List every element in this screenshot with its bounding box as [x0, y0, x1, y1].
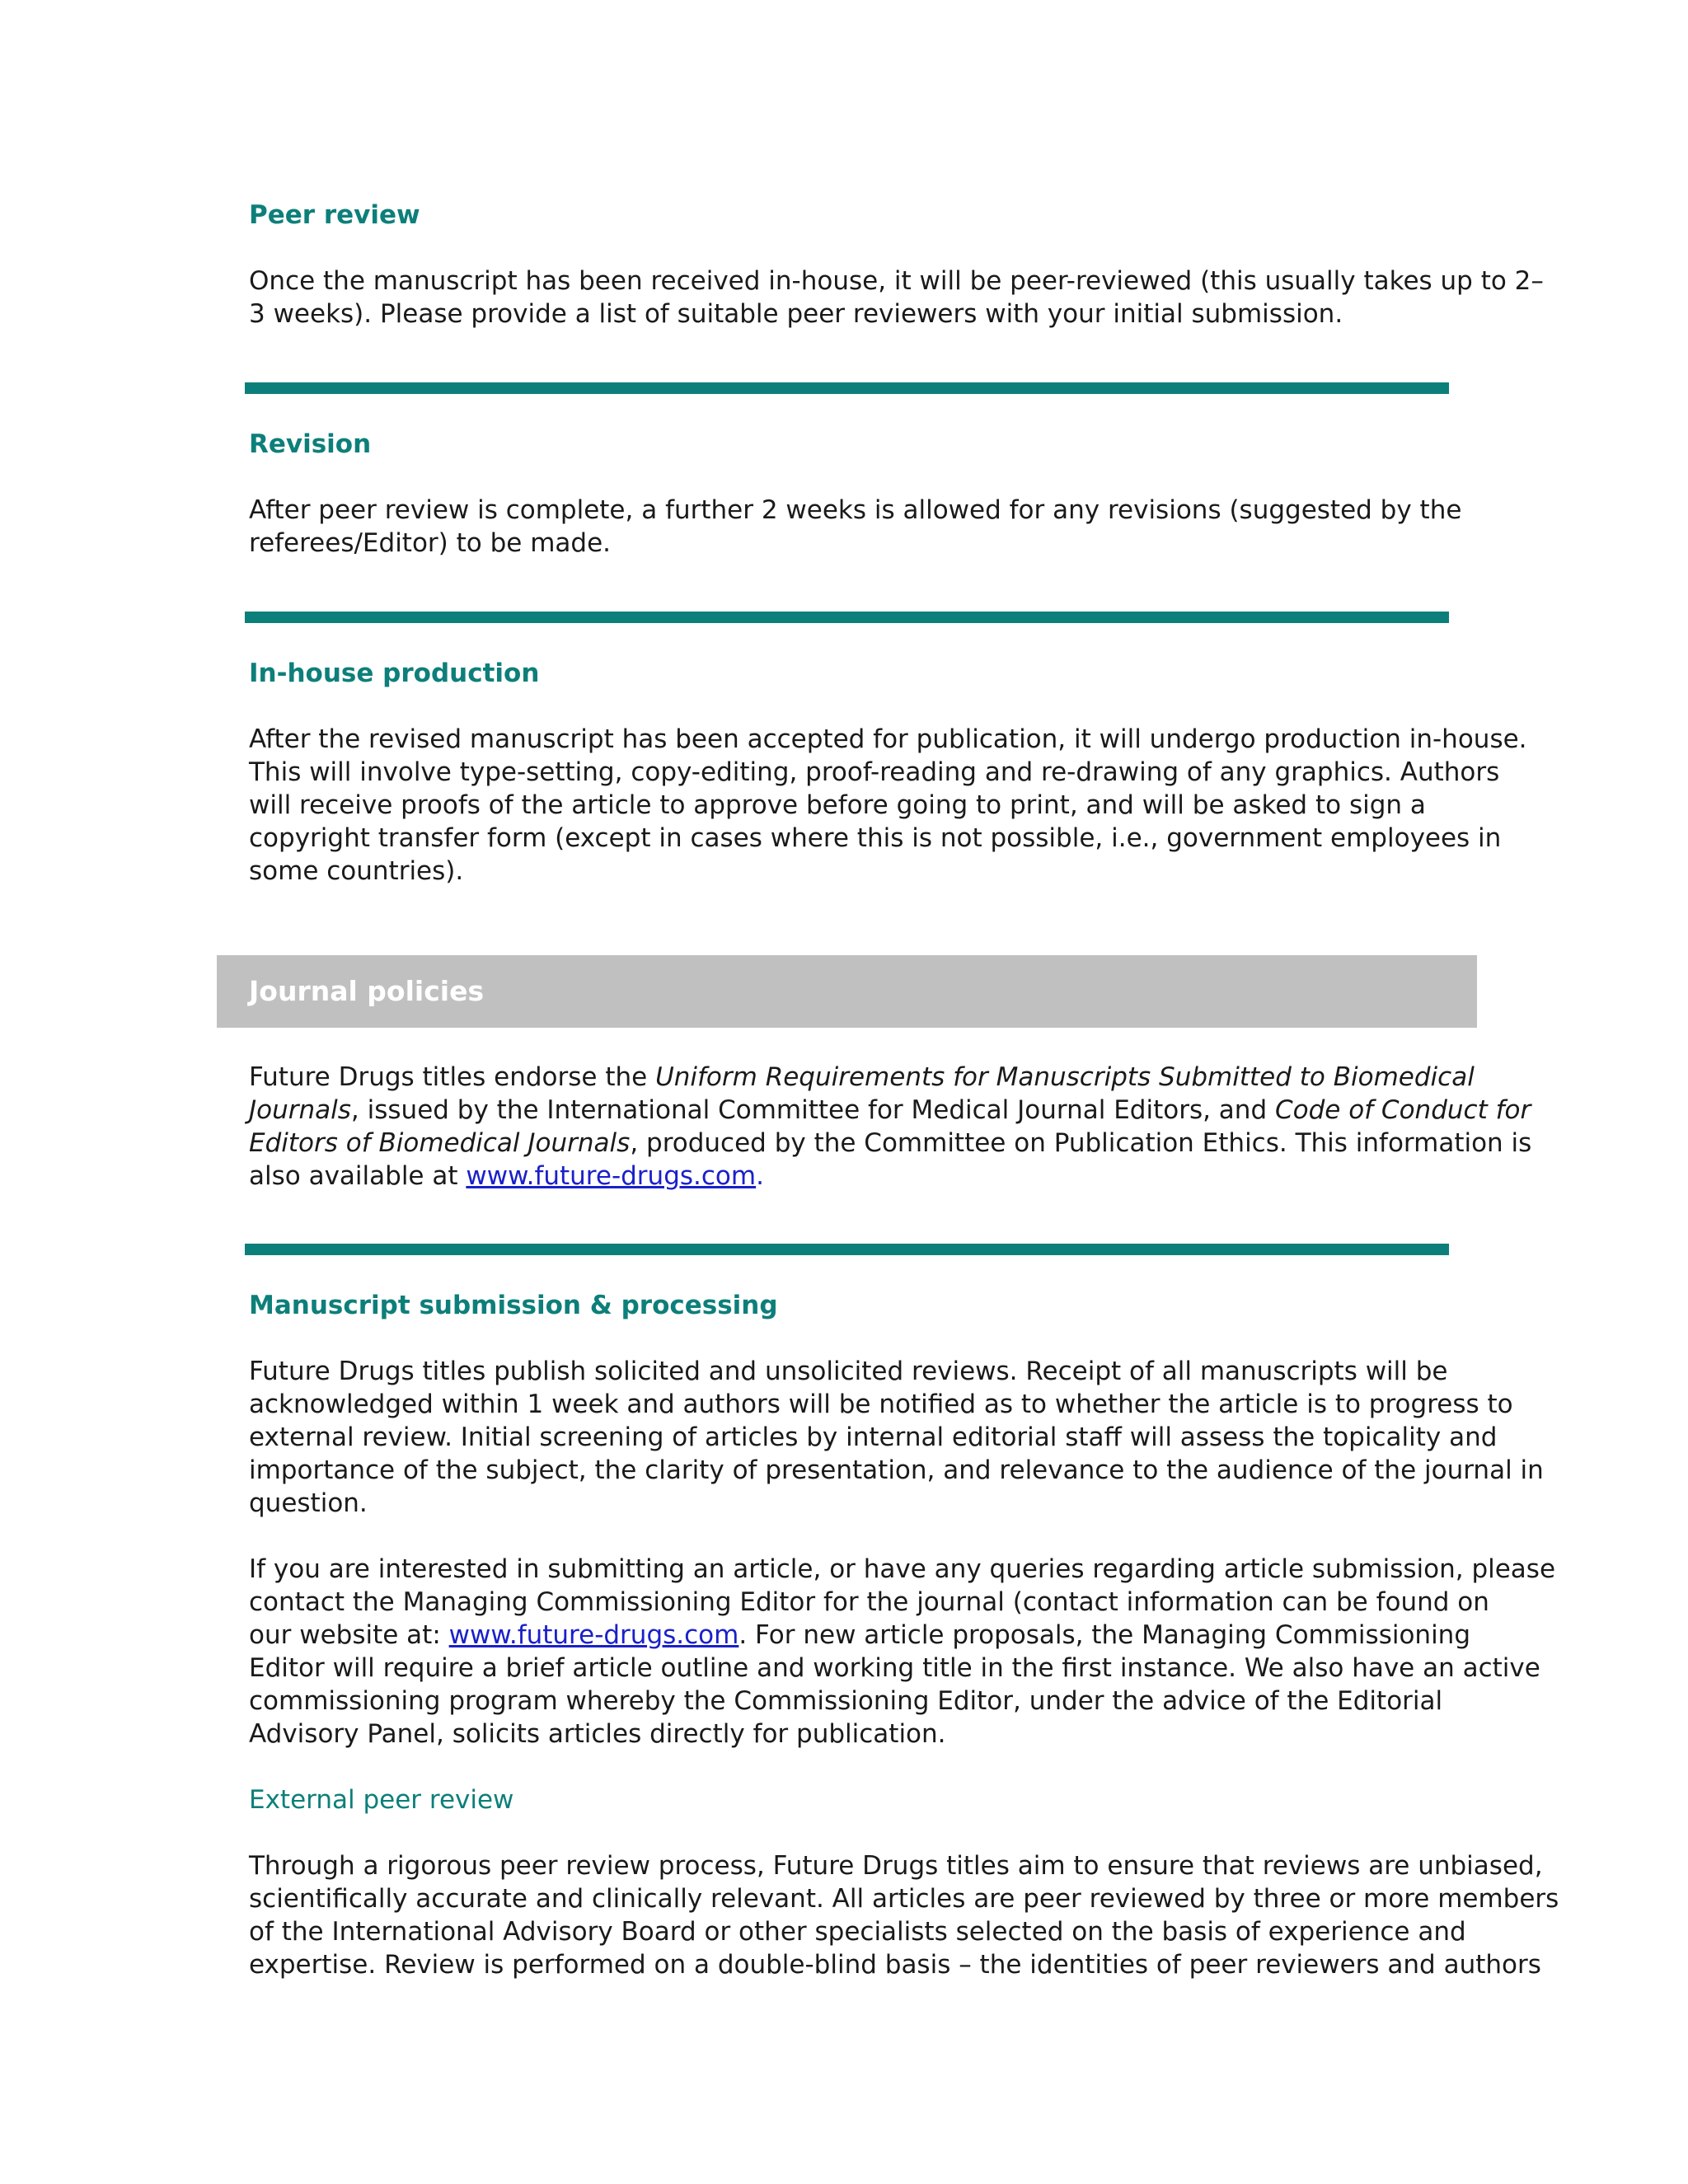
text-run: Future Drugs titles endorse the [249, 1062, 656, 1092]
text-line: Advisory Panel, solicits articles directly for publication. [249, 1719, 946, 1749]
section-divider [245, 382, 1449, 394]
heading-revision: Revision [249, 429, 372, 459]
text-run: , issued by the International Committee for Medical Journal Editors, and [350, 1095, 1275, 1125]
text-run: . [756, 1161, 764, 1191]
heading-peer-review: Peer review [249, 200, 420, 230]
text-line [249, 1160, 1452, 1193]
text-line: of the International Advisory Board or other specialists selected on the basis of experience and [249, 1917, 1466, 1947]
italic-title: Editors of Biomedical Journals [249, 1128, 631, 1158]
italic-title: Code of Conduct for [1274, 1095, 1531, 1125]
text-line [249, 1061, 1475, 1094]
text-run: also available at [249, 1161, 467, 1191]
text-line: question. [249, 1488, 368, 1518]
text-run: our website at: [249, 1620, 449, 1650]
paragraph-manuscript-submission-2 [249, 1553, 1556, 1750]
text-line: acknowledged within 1 week and authors will be notified as to whether the article is to progress to [249, 1390, 1513, 1419]
text-line [249, 1127, 1532, 1160]
section-band-journal-policies [217, 955, 1477, 1028]
italic-title: Uniform Requirements for Manuscripts Submitted to Biomedical [655, 1062, 1475, 1092]
text-line: 3 weeks). Please provide a list of suitable peer reviewers with your initial submission. [249, 299, 1343, 329]
text-run: . For new article proposals, the Managing Commissioning [738, 1620, 1471, 1650]
text-line: After peer review is complete, a further 2 weeks is allowed for any revisions (suggested by the [249, 495, 1462, 525]
text-line: some countries). [249, 856, 464, 886]
text-line: scientifically accurate and clinically relevant. All articles are peer reviewed by three or more members [249, 1884, 1559, 1914]
paragraph-journal-policies [249, 1061, 1532, 1193]
text-run: , produced by the Committee on Publication Ethics. This information is [630, 1128, 1532, 1158]
text-line [249, 1094, 1531, 1127]
band-title: Journal policies [249, 975, 485, 1007]
heading-inhouse-production: In-house production [249, 658, 540, 688]
text-line: expertise. Review is performed on a double-blind basis – the identities of peer reviewers and authors [249, 1950, 1541, 1980]
text-line: Through a rigorous peer review process, Future Drugs titles aim to ensure that reviews are unbiased, [249, 1851, 1543, 1881]
subheading-external-peer-review: External peer review [249, 1785, 514, 1815]
text-line: commissioning program whereby the Commissioning Editor, under the advice of the Editorial [249, 1686, 1443, 1716]
future-drugs-link[interactable]: www.future-drugs.com [448, 1620, 739, 1650]
text-line: Editor will require a brief article outline and working title in the first instance. We also have an active [249, 1653, 1540, 1683]
italic-title: Journals [249, 1095, 351, 1125]
text-line: external review. Initial screening of articles by internal editorial staff will assess the topicality and [249, 1422, 1498, 1452]
text-line: will receive proofs of the article to approve before going to print, and will be asked to sign a [249, 790, 1426, 820]
section-divider [245, 1244, 1449, 1255]
paragraph-inhouse-production [249, 723, 1527, 888]
text-line: copyright transfer form (except in cases where this is not possible, i.e., government employees in [249, 823, 1502, 853]
text-line: Future Drugs titles publish solicited and unsolicited reviews. Receipt of all manuscripts will be [249, 1357, 1448, 1386]
text-line: After the revised manuscript has been accepted for publication, it will undergo production in-house. [249, 724, 1527, 754]
text-line [249, 1619, 1471, 1652]
text-line: If you are interested in submitting an article, or have any queries regarding article submission, please [249, 1554, 1556, 1584]
heading-manuscript-submission: Manuscript submission & processing [249, 1291, 778, 1320]
paragraph-external-peer-review [249, 1849, 1559, 1981]
text-line: referees/Editor) to be made. [249, 528, 611, 558]
text-line: contact the Managing Commissioning Editor for the journal (contact information can be found on [249, 1587, 1489, 1617]
paragraph-peer-review [249, 265, 1544, 330]
section-divider [245, 612, 1449, 623]
paragraph-manuscript-submission-1 [249, 1355, 1544, 1520]
text-line: Once the manuscript has been received in-house, it will be peer-reviewed (this usually takes up to 2– [249, 266, 1544, 296]
paragraph-revision [249, 494, 1462, 560]
future-drugs-link[interactable]: www.future-drugs.com [466, 1161, 757, 1191]
text-line: This will involve type-setting, copy-editing, proof-reading and re-drawing of any graphics. Authors [249, 757, 1500, 787]
text-line: importance of the subject, the clarity of presentation, and relevance to the audience of the journal in [249, 1455, 1544, 1485]
